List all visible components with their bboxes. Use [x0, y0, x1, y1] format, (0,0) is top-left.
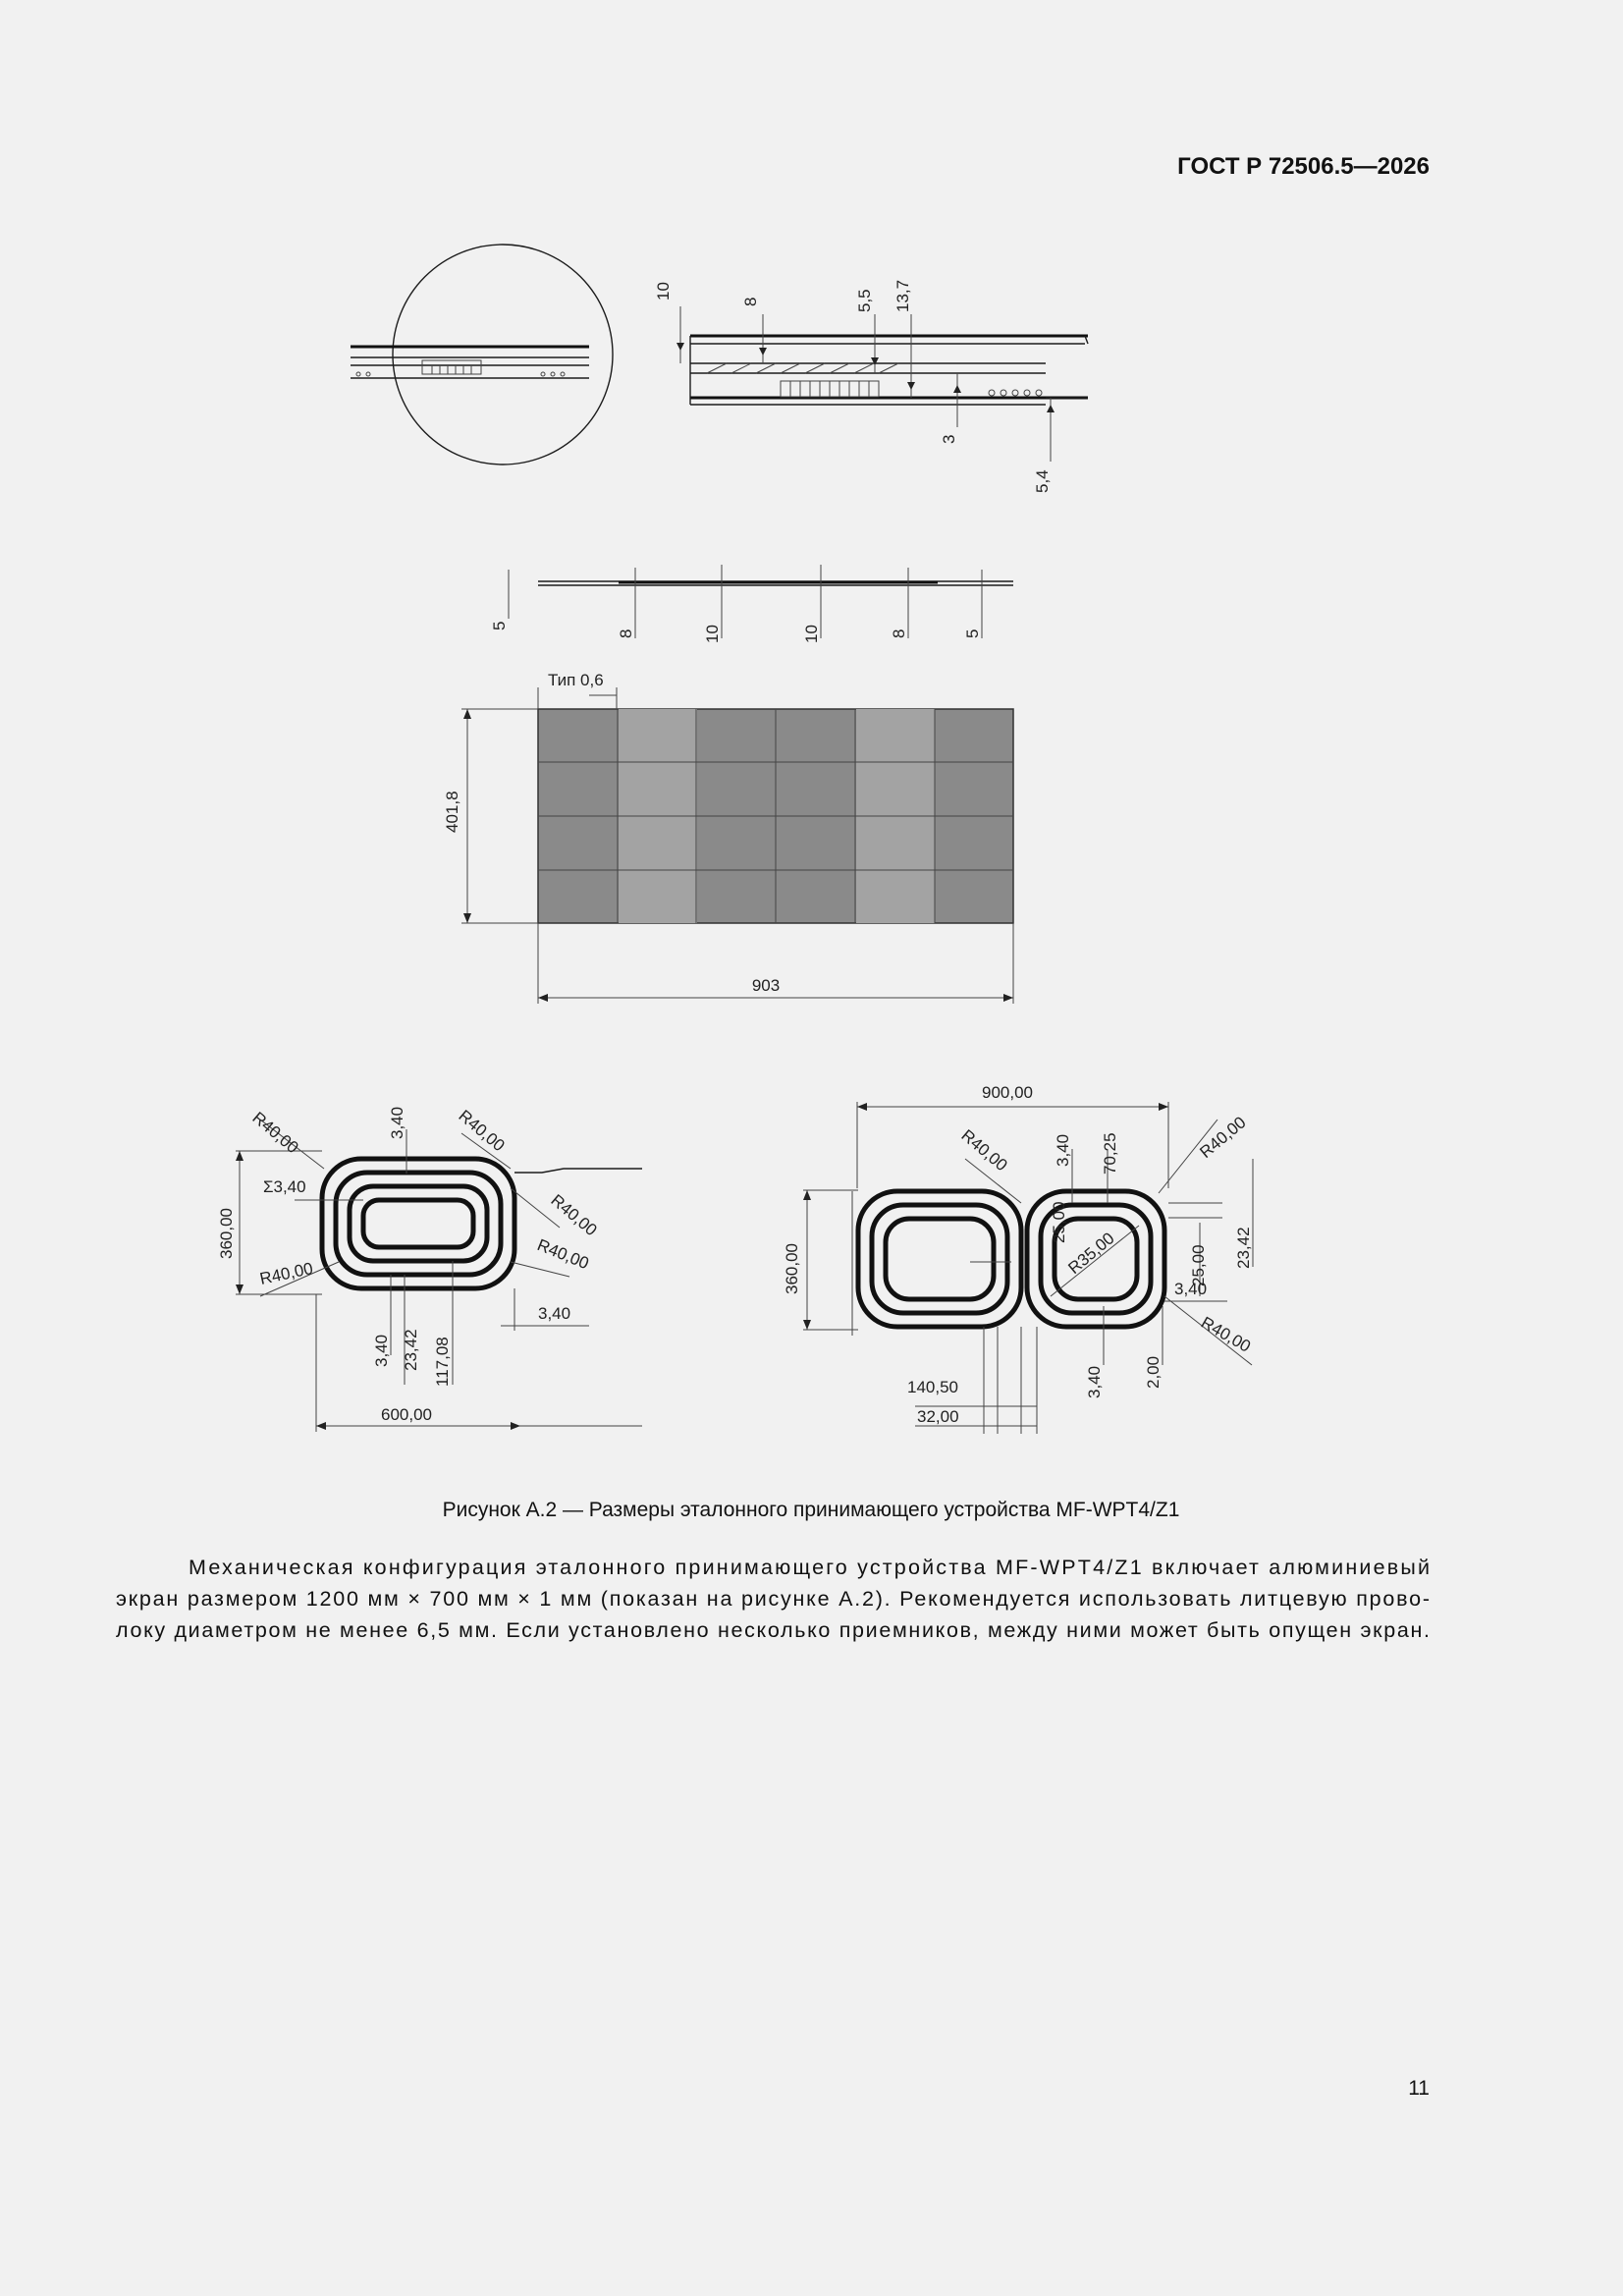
profile-dim-5: 8	[890, 629, 908, 638]
lc-radius-tr: R40,00	[455, 1106, 509, 1156]
profile-dim-4: 10	[802, 625, 821, 643]
rc-radius-35: R35,00	[1064, 1229, 1118, 1279]
lc-height-360: 360,00	[217, 1208, 236, 1259]
rc-radius-tl: R40,00	[957, 1125, 1011, 1175]
rc-dim-2342: 23,42	[1234, 1227, 1253, 1269]
double-coil-drawing	[783, 1083, 1254, 1434]
dim-5-5: 5,5	[855, 289, 874, 312]
lc-dim-11708: 117,08	[433, 1337, 452, 1387]
rc-dim-2500: 25,00	[1050, 1201, 1068, 1243]
page-number: 11	[1408, 2077, 1430, 2100]
lc-radius-br: R40,00	[534, 1235, 592, 1274]
lc-dim-340-top: 3,40	[388, 1106, 406, 1139]
dim-3: 3	[940, 434, 958, 444]
single-coil-drawing	[217, 1107, 642, 1432]
document-header: ГОСТ Р 72506.5—2026	[1177, 153, 1430, 180]
lc-radius-bl: R40,00	[257, 1258, 315, 1288]
lc-dim-340-right: 3,40	[538, 1304, 571, 1323]
cross-section-drawing	[654, 280, 1088, 493]
rc-radius-tr: R40,00	[1196, 1113, 1250, 1163]
rc-radius-br: R40,00	[1198, 1313, 1254, 1356]
rc-dim-200: 2,00	[1144, 1355, 1163, 1389]
rc-dim-14050: 140,50	[907, 1378, 958, 1396]
lc-radius-right: R40,00	[547, 1190, 601, 1240]
rc-dim-340-top: 3,40	[1054, 1133, 1072, 1167]
profile-dim-2: 8	[617, 629, 635, 638]
lc-dim-340-bot: 3,40	[372, 1334, 391, 1367]
paragraph-line-2: экран размером 1200 мм × 700 мм × 1 мм (показан на рисунке А.2). Рекомендуется использовать литцевую прово-	[116, 1587, 1430, 1611]
tile-gap-label: Тип 0,6	[548, 671, 604, 689]
paragraph-line-1: Механическая конфигурация эталонного принимающего устройства MF-WPT4/Z1 включает алюминиевый	[189, 1556, 1431, 1579]
profile-dim-3: 10	[703, 625, 722, 643]
dim-8: 8	[741, 297, 760, 306]
rc-dim-7025: 70,25	[1101, 1132, 1119, 1175]
rc-dim-2500b: 25,00	[1189, 1244, 1208, 1286]
rc-width-900: 900,00	[982, 1083, 1033, 1102]
grid-height-dim: 401,8	[443, 791, 461, 833]
grid-width-dim: 903	[751, 976, 781, 995]
detail-section-drawing	[351, 245, 613, 465]
figure-caption: Рисунок А.2 — Размеры эталонного принимающего устройства MF-WPT4/Z1	[442, 1499, 1180, 1521]
lc-radius-tl: R40,00	[248, 1108, 302, 1158]
ferrite-tile-grid	[443, 671, 1013, 1004]
thickness-profile-drawing	[490, 565, 1013, 643]
lc-dim-2342: 23,42	[402, 1329, 420, 1371]
rc-dim-340-bot: 3,40	[1085, 1365, 1104, 1398]
lc-width-600: 600,00	[381, 1405, 432, 1424]
rc-height-360: 360,00	[783, 1243, 801, 1294]
rc-dim-340-right: 3,40	[1174, 1280, 1208, 1298]
lc-sigma-340: Σ3,40	[263, 1177, 306, 1196]
rc-dim-3200: 32,00	[917, 1407, 959, 1426]
dim-10: 10	[654, 282, 673, 301]
profile-dim-1: 5	[490, 621, 509, 630]
paragraph-line-3: локу диаметром не менее 6,5 мм. Если установлено несколько приемников, между ними может быть опущен экран.	[116, 1618, 1431, 1642]
dim-5-4: 5,4	[1033, 469, 1052, 493]
body-paragraph	[116, 1556, 1430, 1642]
dim-13-7: 13,7	[893, 279, 912, 312]
profile-dim-6: 5	[963, 629, 982, 638]
